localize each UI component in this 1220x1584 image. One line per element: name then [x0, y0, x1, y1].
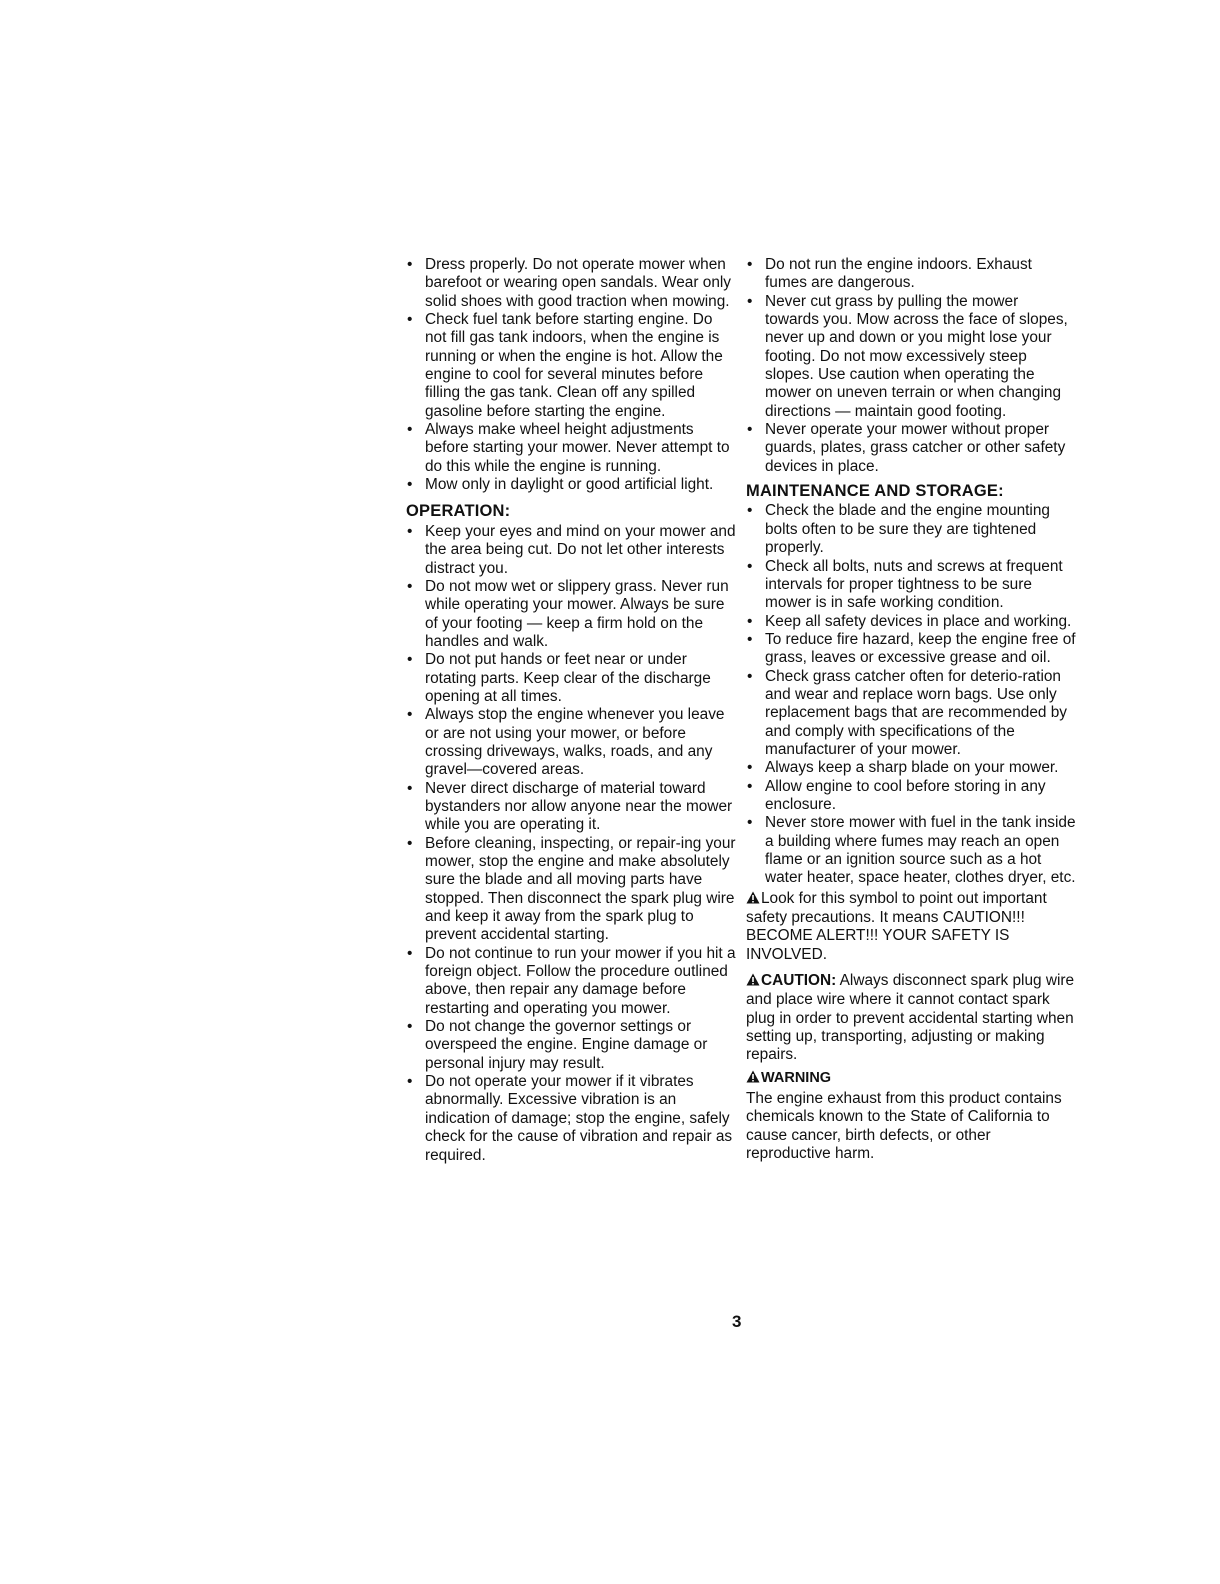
list-item: • Always make wheel height adjustments before starting your mower. Never attempt to do this while the engine is running.: [406, 421, 736, 476]
maintenance-heading: MAINTENANCE AND STORAGE:: [746, 482, 1004, 501]
list-item: • Do not mow wet or slippery grass. Never run while operating your mower. Always be sure of your footing — keep a firm hold on the handles and walk.: [406, 578, 736, 651]
list-item: • Check grass catcher often for deterio-ration and wear and replace worn bags. Use only replacement bags that are recommended by and comply with specifications of the manufacturer of your mower.: [746, 668, 1076, 760]
right-column: [746, 256, 1076, 1164]
list-item: • Never operate your mower without proper guards, plates, grass catcher or other safety devices in place.: [746, 421, 1076, 476]
list-item: • Do not operate your mower if it vibrates abnormally. Excessive vibration is an indication of damage; stop the engine, safely check for the cause of vibration and repair as required.: [406, 1073, 736, 1165]
caution-label: CAUTION:: [761, 972, 837, 990]
list-item: • Never store mower with fuel in the tank inside a building where fumes may reach an open flame or an ignition source such as a hot water heater, space heater, clothes dryer, etc.: [746, 814, 1076, 887]
list-item: • Do not run the engine indoors. Exhaust fumes are dangerous.: [746, 256, 1076, 293]
list-item: • Do not put hands or feet near or under rotating parts. Keep clear of the discharge opening at all times.: [406, 651, 736, 706]
list-item: • Check fuel tank before starting engine. Do not fill gas tank indoors, when the engine is running or when the engine is hot. Allow the engine to cool for several minutes before filling the gas tank. Clean off any spilled gasoline before starting the engine.: [406, 311, 736, 421]
list-item: • Do not change the governor settings or overspeed the engine. Engine damage or personal injury may result.: [406, 1018, 736, 1073]
left-intro-list: [406, 256, 736, 494]
operation-list: [406, 523, 736, 1165]
list-item: • Keep all safety devices in place and working.: [746, 613, 1076, 631]
warning-label: WARNING: [761, 1069, 832, 1086]
list-item: • Always keep a sharp blade on your mower.: [746, 759, 1076, 777]
list-item: • Never direct discharge of material toward bystanders nor allow anyone near the mower while you are operating it.: [406, 780, 736, 835]
warning-heading: [746, 1069, 1076, 1088]
right-intro-list: [746, 256, 1076, 476]
list-item: • Check the blade and the engine mounting bolts often to be sure they are tightened properly.: [746, 502, 1076, 557]
caution-text: Always disconnect spark plug wire and place wire where it cannot contact spark plug in order to prevent accidental starting when setting up, transporting, adjusting or making repairs.: [746, 972, 1075, 1064]
warning-text: The engine exhaust from this product contains chemicals known to the State of California to cause cancer, birth defects, or other reproductive harm.: [746, 1090, 1062, 1163]
safety-alert-triangle-icon: [746, 891, 760, 909]
list-item: • Dress properly. Do not operate mower when barefoot or wearing open sandals. Wear only solid shoes with good traction when mowing.: [406, 256, 736, 311]
list-item: • Before cleaning, inspecting, or repair-ing your mower, stop the engine and make absolutely sure the blade and all moving parts have stopped. Then disconnect the spark plug wire and keep it away from the spark plug to prevent accidental starting.: [406, 835, 736, 945]
list-item: • Always stop the engine whenever you leave or are not using your mower, or before crossing driveways, walks, roads, and any gravel—covered areas.: [406, 706, 736, 779]
left-column: [406, 256, 736, 1165]
list-item: • Do not continue to run your mower if you hit a foreign object. Follow the procedure outlined above, then repair any damage before restarting and operating you mower.: [406, 945, 736, 1018]
caution-block: [746, 972, 1076, 1065]
maintenance-list: [746, 502, 1076, 887]
operation-heading: OPERATION:: [406, 502, 511, 521]
list-item: • Keep your eyes and mind on your mower and the area being cut. Do not let other interests distract you.: [406, 523, 736, 578]
safety-alert-triangle-icon: [746, 1070, 760, 1088]
list-item: • Allow engine to cool before storing in any enclosure.: [746, 778, 1076, 815]
symbol-note: [746, 890, 1076, 964]
list-item: • Mow only in daylight or good artificial light.: [406, 476, 736, 494]
symbol-note-text: Look for this symbol to point out important safety precautions. It means CAUTION!!! BECOME ALERT!!! YOUR SAFETY IS INVOLVED.: [746, 889, 1047, 963]
safety-alert-triangle-icon: [746, 973, 760, 991]
page-number: 3: [732, 1312, 742, 1331]
list-item: • Check all bolts, nuts and screws at frequent intervals for proper tightness to be sure mower is in safe working condition.: [746, 558, 1076, 613]
list-item: • Never cut grass by pulling the mower towards you. Mow across the face of slopes, never up and down or you might lose your footing. Do not mow excessively steep slopes. Use caution when operating the mower on uneven terrain or when changing directions — maintain good footing.: [746, 293, 1076, 421]
list-item: • To reduce fire hazard, keep the engine free of grass, leaves or excessive grease and oil.: [746, 631, 1076, 668]
